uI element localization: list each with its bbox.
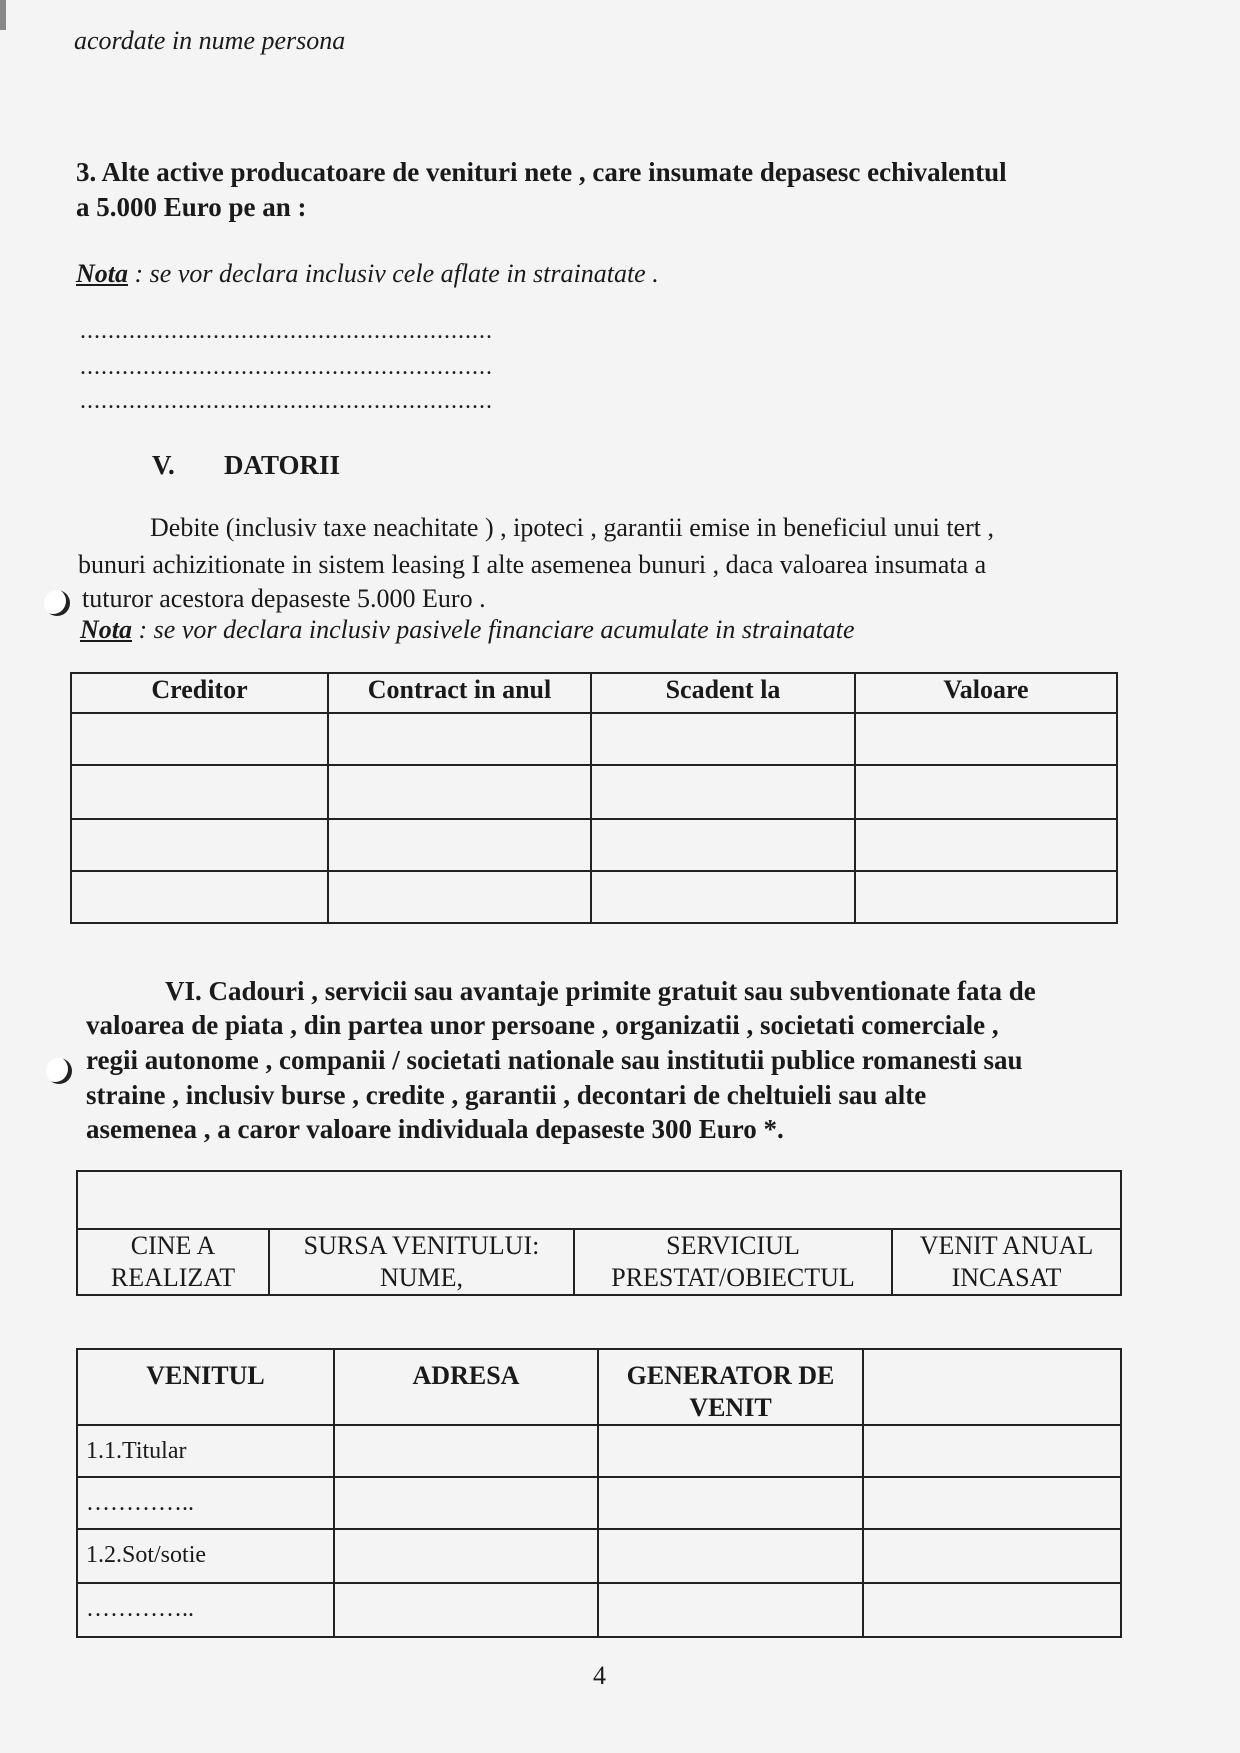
dotted-line: ........................................................... (80, 318, 493, 344)
header-valoare: Valoare (855, 673, 1117, 713)
income-table (76, 1348, 1122, 1638)
header-serviciul-prestat: SERVICIUL PRESTAT/OBIECTUL (574, 1229, 892, 1295)
section6-line2: valoarea de piata , din partea unor persoane , organizatii , societati comerciale , (86, 1010, 999, 1040)
table-cell[interactable] (591, 819, 855, 871)
scan-edge-mark (0, 0, 6, 30)
section5-para-line3: tuturor acestora depaseste 5.000 Euro . (82, 584, 486, 613)
table-cell[interactable] (328, 765, 591, 819)
table-row (71, 819, 1117, 871)
section5-nota (80, 613, 855, 647)
header-venit-anual-incasat: VENIT ANUAL INCASAT (892, 1229, 1121, 1295)
header-cine-a-realizat: CINE A REALIZAT (77, 1229, 269, 1295)
table-row (77, 1529, 1121, 1583)
section5-number: V. (152, 450, 175, 480)
section5-para-line1: Debite (inclusiv taxe neachitate ) , ipoteci , garantii emise in beneficiul unui tert , (150, 513, 994, 542)
income-header-row (77, 1349, 1121, 1425)
gifts-top-row (77, 1171, 1121, 1229)
table-row (71, 765, 1117, 819)
page-number: 4 (593, 1661, 606, 1690)
section6-line5: asemenea , a caror valoare individuala depaseste 300 Euro *. (86, 1114, 784, 1144)
row-label-dots: ………….. (77, 1477, 334, 1529)
table-cell[interactable] (863, 1425, 1121, 1477)
header-adresa: ADRESA (334, 1349, 598, 1425)
header-creditor: Creditor (71, 673, 328, 713)
table-cell[interactable] (598, 1529, 863, 1583)
section3-nota (76, 257, 659, 291)
table-cell[interactable] (855, 765, 1117, 819)
table-cell[interactable] (71, 819, 328, 871)
row-label-dots: ………….. (77, 1583, 334, 1637)
row-label-sot-sotie: 1.2.Sot/sotie (77, 1529, 334, 1583)
nota-label: Nota (76, 259, 128, 288)
table-cell[interactable] (71, 871, 328, 923)
table-cell[interactable] (855, 819, 1117, 871)
section5-para-line2: bunuri achizitionate in sistem leasing I alte asemenea bunuri , daca valoarea insumata a (78, 550, 987, 579)
table-row (77, 1477, 1121, 1529)
table-cell[interactable] (77, 1171, 1121, 1229)
table-cell[interactable] (328, 819, 591, 871)
table-cell[interactable] (71, 765, 328, 819)
nota-text: : se vor declara inclusiv pasivele financiare acumulate in strainatate (132, 615, 855, 644)
table-row (77, 1425, 1121, 1477)
table-cell[interactable] (334, 1477, 598, 1529)
dotted-line: ........................................................... (80, 388, 493, 414)
table-cell[interactable] (328, 713, 591, 765)
section6-line3: regii autonome , companii / societati nationale sau institutii publice romanesti sau (86, 1045, 1023, 1075)
section3-heading-line2: a 5.000 Euro pe an : (76, 192, 307, 222)
header-empty (863, 1349, 1121, 1425)
section3-heading-line1: 3. Alte active producatoare de venituri nete , care insumate depasesc echivalentul (76, 157, 1007, 187)
binder-hole-mark (46, 1058, 72, 1084)
table-cell[interactable] (855, 713, 1117, 765)
section6-line1: VI. Cadouri , servicii sau avantaje primite gratuit sau subventionate fata de (165, 976, 1036, 1006)
gifts-table (76, 1170, 1122, 1296)
header-scadent-la: Scadent la (591, 673, 855, 713)
table-cell[interactable] (334, 1529, 598, 1583)
table-cell[interactable] (863, 1529, 1121, 1583)
gifts-header-row (77, 1229, 1121, 1295)
binder-hole-mark (44, 590, 70, 616)
debts-header-row (71, 673, 1117, 713)
table-cell[interactable] (591, 871, 855, 923)
table-row (71, 713, 1117, 765)
table-cell[interactable] (71, 713, 328, 765)
table-cell[interactable] (334, 1583, 598, 1637)
table-cell[interactable] (591, 765, 855, 819)
header-sursa-venitului: SURSA VENITULUI: NUME, (269, 1229, 574, 1295)
table-cell[interactable] (863, 1583, 1121, 1637)
table-row (71, 871, 1117, 923)
section5-title: DATORII (224, 450, 341, 480)
header-contract-in-anul: Contract in anul (328, 673, 591, 713)
table-cell[interactable] (328, 871, 591, 923)
row-label-titular: 1.1.Titular (77, 1425, 334, 1477)
header-generator-de-venit: GENERATOR DE VENIT (598, 1349, 863, 1425)
table-cell[interactable] (863, 1477, 1121, 1529)
table-cell[interactable] (598, 1583, 863, 1637)
table-row (77, 1583, 1121, 1637)
top-line: acordate in nume persona (74, 26, 346, 55)
dotted-line: ........................................................... (80, 354, 493, 380)
table-cell[interactable] (855, 871, 1117, 923)
header-venitul: VENITUL (77, 1349, 334, 1425)
table-cell[interactable] (334, 1425, 598, 1477)
nota-text: : se vor declara inclusiv cele aflate in strainatate . (128, 259, 659, 288)
nota-label: Nota (80, 615, 132, 644)
section6-line4: straine , inclusiv burse , credite , garantii , decontari de cheltuieli sau alte (86, 1080, 927, 1110)
debts-table (70, 672, 1118, 924)
table-cell[interactable] (591, 713, 855, 765)
table-cell[interactable] (598, 1477, 863, 1529)
table-cell[interactable] (598, 1425, 863, 1477)
